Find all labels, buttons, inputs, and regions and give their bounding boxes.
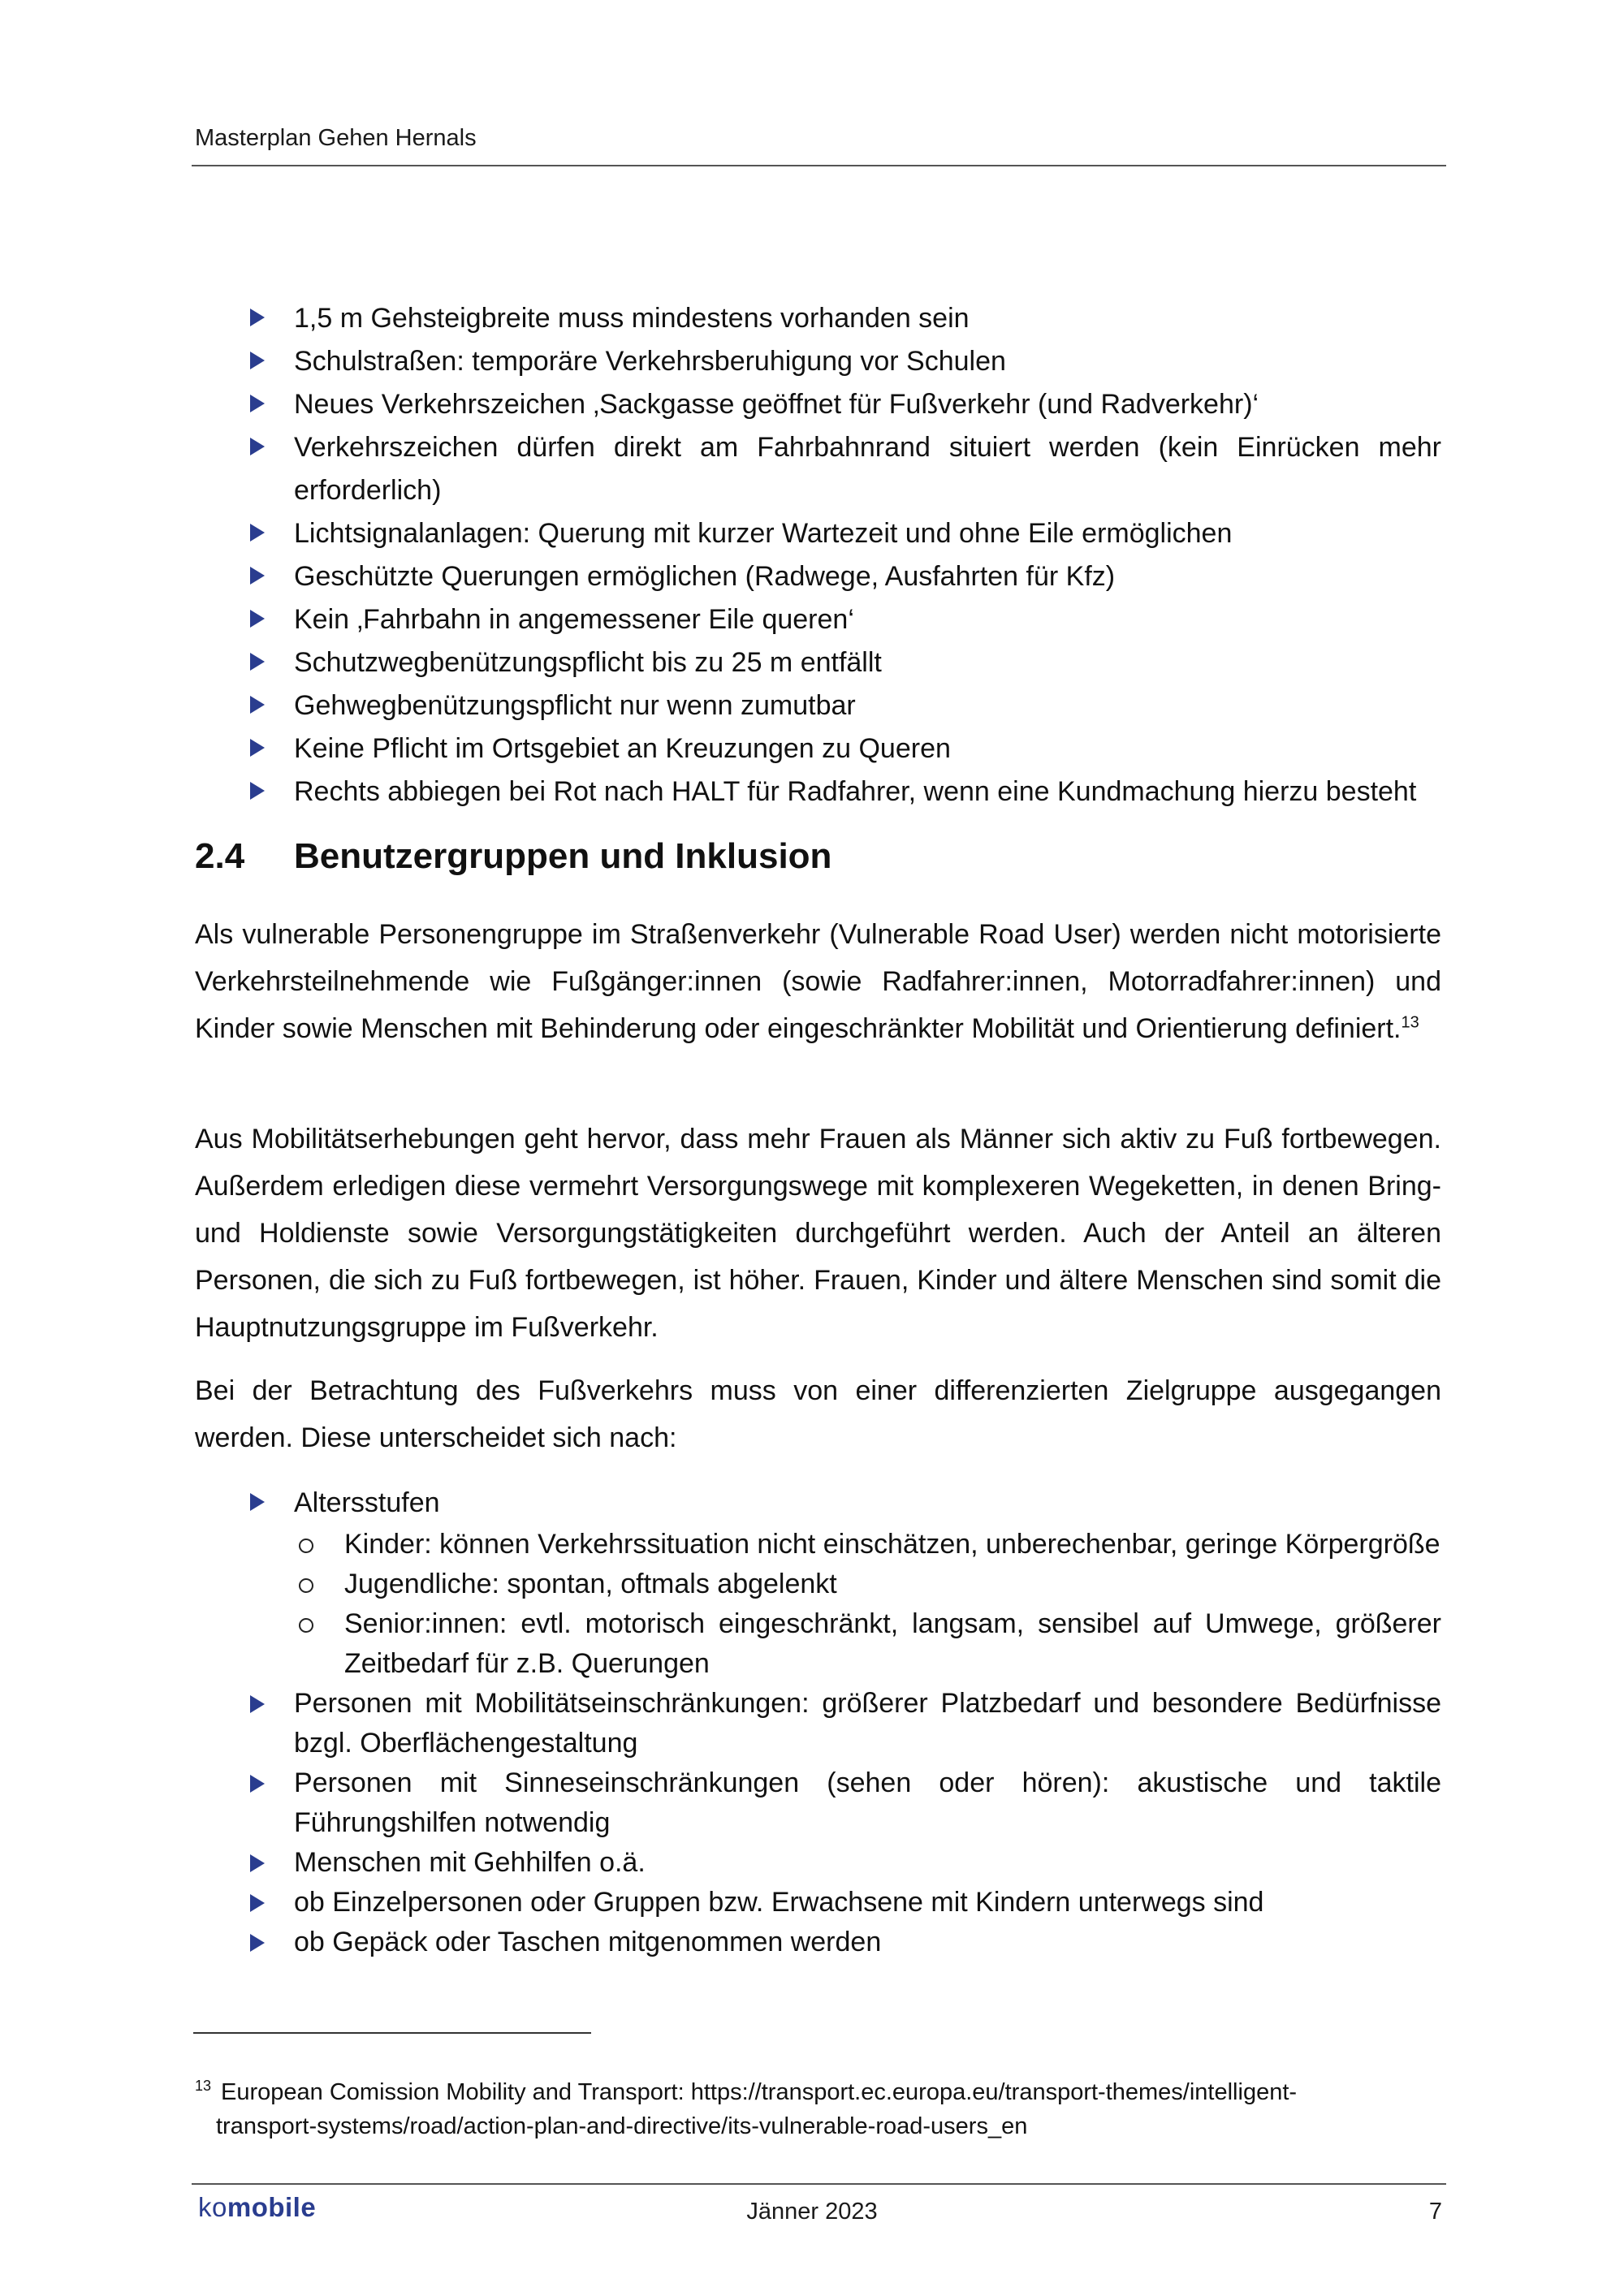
list-item: Schulstraßen: temporäre Verkehrsberuhigung vor Schulen bbox=[195, 340, 1441, 383]
paragraph-target-groups: Bei der Betrachtung des Fußverkehrs muss von einer differenzierten Zielgruppe ausgegangen werden. Diese unterscheidet sich nach: bbox=[195, 1375, 1441, 1453]
list-item: Altersstufen Kinder: können Verkehrssituation nicht einschätzen, unberechenbar, geringe Körpergröße Jugendliche: spontan, oftmals abgelenkt Senior:innen: evtl. motorisch eingeschränkt, langsam, sensibel auf Umwege, größerer Zeitbedarf für z.B. Querungen bbox=[195, 1482, 1441, 1684]
list-item: Personen mit Mobilitätseinschränkungen: größerer Platzbedarf und besondere Bedürfnisse bzgl. Oberflächengestaltung bbox=[195, 1684, 1441, 1763]
list-item: Verkehrszeichen dürfen direkt am Fahrbahnrand situiert werden (kein Einrücken mehr erforderlich) bbox=[195, 426, 1441, 512]
header-divider bbox=[192, 165, 1446, 166]
section-heading bbox=[195, 836, 831, 877]
list-item: Menschen mit Gehhilfen o.ä. bbox=[195, 1843, 1441, 1883]
triangle-bullet-icon bbox=[250, 610, 265, 628]
list-item: ob Gepäck oder Taschen mitgenommen werden bbox=[195, 1923, 1441, 1962]
list-item: Rechts abbiegen bei Rot nach HALT für Radfahrer, wenn eine Kundmachung hierzu besteht bbox=[195, 770, 1441, 814]
footnote-line-2[interactable]: transport-systems/road/action-plan-and-directive/its-vulnerable-road-users_en bbox=[216, 2113, 1028, 2139]
triangle-bullet-icon bbox=[250, 1934, 265, 1952]
list-item: Kein ‚Fahrbahn in angemessener Eile queren‘ bbox=[195, 598, 1441, 641]
running-header: Masterplan Gehen Hernals bbox=[195, 125, 477, 151]
list-item: 1,5 m Gehsteigbreite muss mindestens vorhanden sein bbox=[195, 297, 1441, 340]
triangle-bullet-icon bbox=[250, 524, 265, 542]
sub-list-item: Kinder: können Verkehrssituation nicht einschätzen, unberechenbar, geringe Körpergröße bbox=[294, 1525, 1441, 1564]
triangle-bullet-icon bbox=[250, 352, 265, 369]
section-number: 2.4 bbox=[195, 836, 245, 876]
triangle-bullet-icon bbox=[250, 567, 265, 585]
triangle-bullet-icon bbox=[250, 1695, 265, 1713]
circle-bullet-icon bbox=[299, 1539, 313, 1553]
triangle-bullet-icon bbox=[250, 438, 265, 455]
triangle-bullet-icon bbox=[250, 395, 265, 412]
triangle-bullet-icon bbox=[250, 309, 265, 326]
list-item: Schutzwegbenützungspflicht bis zu 25 m entfällt bbox=[195, 641, 1441, 684]
triangle-bullet-icon bbox=[250, 653, 265, 671]
footnote-mark: 13 bbox=[195, 2078, 212, 2095]
footer-divider bbox=[192, 2183, 1446, 2185]
footnote-divider bbox=[193, 2032, 591, 2034]
circle-bullet-icon bbox=[299, 1618, 313, 1633]
section-title: Benutzergruppen und Inklusion bbox=[294, 836, 832, 876]
circle-bullet-icon bbox=[299, 1578, 313, 1593]
paragraph-vulnerable-users: Als vulnerable Personengruppe im Straßenverkehr (Vulnerable Road User) werden nicht motorisierte Verkehrsteilnehmende wie Fußgänger:innen (sowie Radfahrer:innen, Motorradfahrer:innen) und Kinder sowie Menschen mit Behinderung oder eingeschränkter Mobilität und Orientierung definiert.$^{13}$ bbox=[195, 919, 1441, 1044]
footnote bbox=[195, 2075, 1441, 2143]
list-item: Gehwegbenützungspflicht nur wenn zumutbar bbox=[195, 684, 1441, 727]
list-item: Neues Verkehrszeichen ‚Sackgasse geöffnet für Fußverkehr (und Radverkehr)‘ bbox=[195, 383, 1441, 426]
age-sublist bbox=[294, 1525, 1441, 1684]
list-item: Keine Pflicht im Ortsgebiet an Kreuzungen zu Queren bbox=[195, 727, 1441, 770]
footnote-reference[interactable]: 13 bbox=[1401, 1013, 1419, 1032]
triangle-bullet-icon bbox=[250, 1894, 265, 1912]
list-item: ob Einzelpersonen oder Gruppen bzw. Erwachsene mit Kindern unterwegs sind bbox=[195, 1883, 1441, 1923]
sub-list-item: Senior:innen: evtl. motorisch eingeschränkt, langsam, sensibel auf Umwege, größerer Zeitbedarf für z.B. Querungen bbox=[294, 1604, 1441, 1684]
list-item: Geschützte Querungen ermöglichen (Radwege, Ausfahrten für Kfz) bbox=[195, 555, 1441, 598]
list-item: Lichtsignalanlagen: Querung mit kurzer Wartezeit und ohne Eile ermöglichen bbox=[195, 512, 1441, 555]
triangle-bullet-icon bbox=[250, 696, 265, 714]
triangle-bullet-icon bbox=[250, 782, 265, 800]
triangle-bullet-icon bbox=[250, 739, 265, 757]
triangle-bullet-icon bbox=[250, 1854, 265, 1872]
komobile-logo: komobile bbox=[198, 2192, 317, 2222]
footer-date: Jänner 2023 bbox=[746, 2199, 878, 2225]
triangle-bullet-icon bbox=[250, 1493, 265, 1511]
sub-list-item: Jugendliche: spontan, oftmals abgelenkt bbox=[294, 1564, 1441, 1604]
triangle-bullet-icon bbox=[250, 1775, 265, 1793]
footnote-line-1[interactable]: European Comission Mobility and Transport: https://transport.ec.europa.eu/transport-themes/intelligent- bbox=[221, 2079, 1298, 2105]
list-item: Personen mit Sinneseinschränkungen (sehen oder hören): akustische und taktile Führungshilfen notwendig bbox=[195, 1763, 1441, 1843]
target-groups-list bbox=[195, 1482, 1441, 1962]
paragraph-mobility-surveys: Aus Mobilitätserhebungen geht hervor, dass mehr Frauen als Männer sich aktiv zu Fuß fortbewegen. Außerdem erledigen diese vermehrt Versorgungswege mit komplexeren Wegeketten, in denen Bring- und Holdienste sowie Versorgungstätigkeiten durchgeführt werden. Auch der Anteil an älteren Personen, die sich zu Fuß fortbewegen, ist höher. Frauen, Kinder und ältere Menschen sind somit die Hauptnutzungsgruppe im Fußverkehr. bbox=[195, 1124, 1441, 1343]
page-number: 7 bbox=[1428, 2199, 1442, 2225]
measures-list bbox=[195, 297, 1441, 814]
